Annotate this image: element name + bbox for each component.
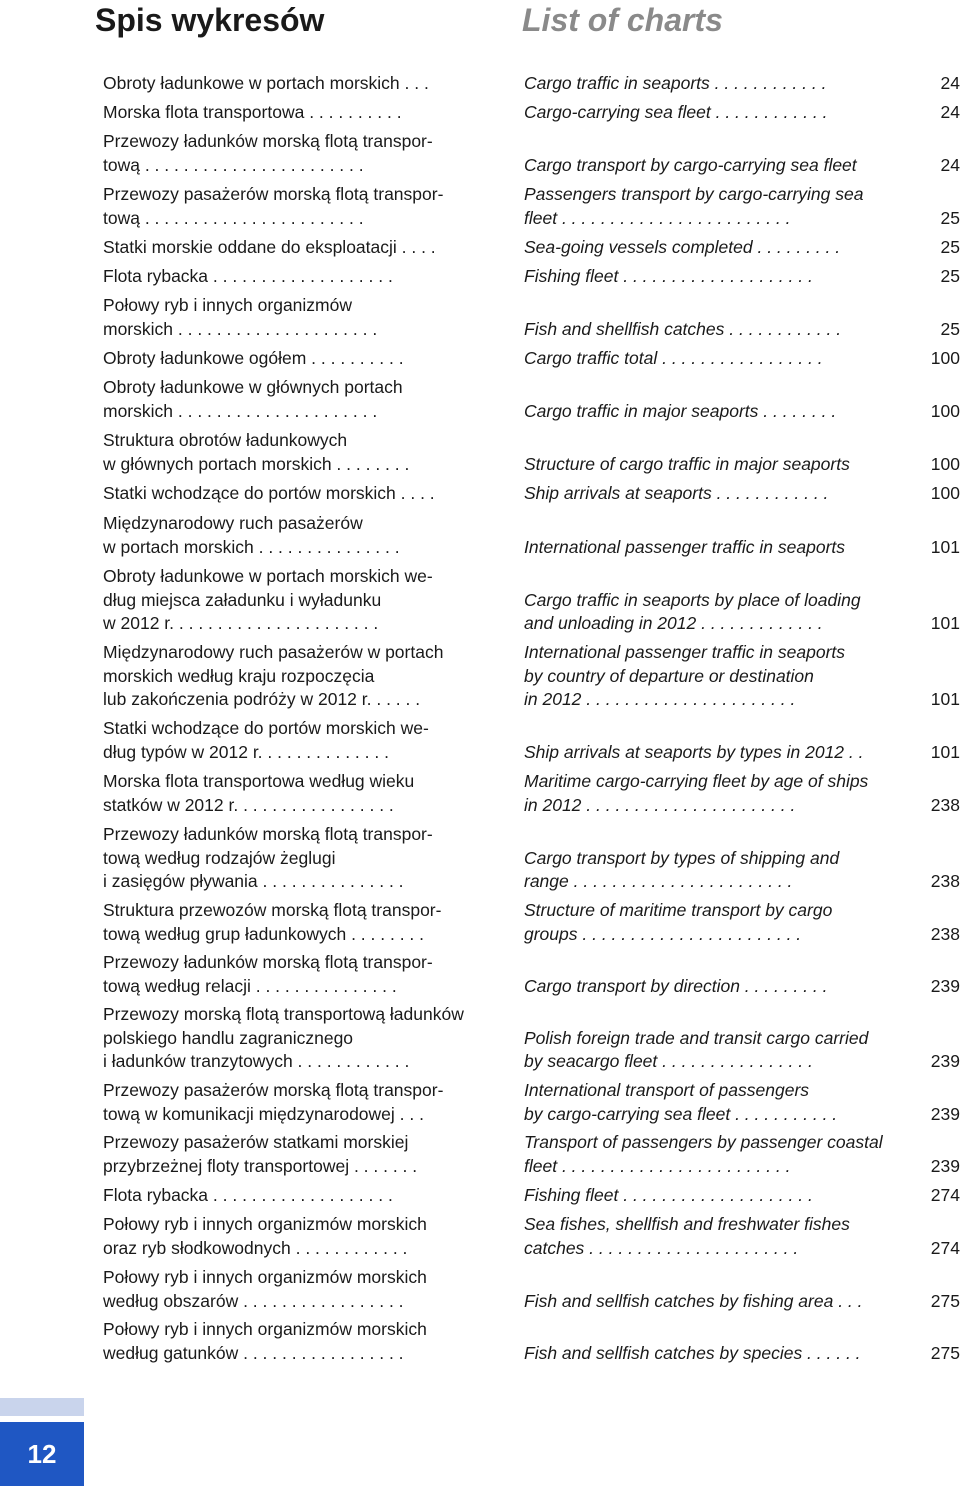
entry-title-english-line: Polish foreign trade and transit cargo carried — [524, 1027, 869, 1048]
entry-title-english-line: by seacargo fleet . . . . . . . . . . . . . . . . — [524, 1051, 813, 1071]
entry-title-polish-line: Połowy ryb i innych organizmów morskich — [103, 1267, 427, 1287]
toc-entry[interactable] — [0, 347, 960, 371]
entry-title-polish — [103, 717, 478, 764]
toc-entry[interactable] — [0, 951, 960, 998]
entry-title-polish — [103, 1184, 478, 1208]
entry-page-number: 100 — [930, 348, 960, 368]
entry-page-number: 25 — [940, 237, 960, 257]
entry-title-polish-line: Flota rybacka . . . . . . . . . . . . . . . . . . . — [103, 1185, 393, 1205]
entry-title-english-line: International passenger traffic in seaports — [524, 642, 846, 662]
entry-title-polish-line: Połowy ryb i innych organizmów morskich — [103, 1319, 427, 1339]
entry-title-english — [524, 1318, 904, 1365]
entry-title-polish-line: Połowy ryb i innych organizmów morskich — [103, 1214, 427, 1234]
entry-page-number: 100 — [930, 483, 960, 503]
toc-entry[interactable] — [0, 1213, 960, 1260]
entry-page-number: 101 — [930, 536, 960, 557]
entry-title-english-line — [524, 130, 904, 154]
entry-title-english-line — [524, 823, 904, 847]
entry-title-polish-line: Obroty ładunkowe w portach morskich we- — [103, 566, 433, 586]
entry-title-english-line — [524, 565, 904, 589]
entry-title-polish-line: Międzynarodowy ruch pasażerów — [103, 513, 363, 533]
entry-page-number: 24 — [940, 154, 960, 175]
entry-page-number: 100 — [930, 400, 960, 421]
entry-title-polish-line: dług typów w 2012 r. . . . . . . . . . . . . . — [103, 741, 389, 762]
entry-title-polish-line: polskiego handlu zagranicznego — [103, 1027, 354, 1048]
entry-title-english — [524, 1003, 904, 1074]
entry-title-polish-line: Struktura obrotów ładunkowych — [103, 430, 348, 450]
entry-title-english — [524, 130, 904, 177]
toc-entry[interactable] — [0, 265, 960, 289]
entry-title-english-line: International transport of passengers — [524, 1080, 810, 1100]
toc-entry[interactable] — [0, 130, 960, 177]
toc-entry[interactable] — [0, 565, 960, 636]
entry-page-number: 239 — [930, 1155, 960, 1176]
entry-title-polish — [103, 482, 478, 506]
entry-title-polish-line: w 2012 r. . . . . . . . . . . . . . . . . . . . . . — [103, 613, 379, 633]
page-title-polish: Spis wykresów — [95, 2, 325, 38]
entry-title-english-line: Fish and sellfish catches by species . . . . . . — [524, 1342, 861, 1363]
entry-title-english-line: fleet . . . . . . . . . . . . . . . . . . . . . . . . — [524, 1155, 791, 1176]
entry-title-english-line: Ship arrivals at seaports by types in 2012 . . — [524, 741, 864, 762]
toc-entry[interactable] — [0, 512, 960, 559]
entry-title-polish-line: lub zakończenia podróży w 2012 r. . . . . . — [103, 689, 421, 709]
toc-entry[interactable] — [0, 1318, 960, 1365]
entry-title-english-line: fleet . . . . . . . . . . . . . . . . . . . . . . . . — [524, 207, 791, 228]
entry-title-polish-line: Przewozy ładunków morską flotą transpor- — [103, 952, 433, 972]
entry-title-english — [524, 565, 904, 636]
entry-page-number: 24 — [940, 73, 960, 93]
entry-title-english-line: Cargo transport by cargo-carrying sea fleet — [524, 154, 857, 175]
entry-page-number: 101 — [930, 613, 960, 633]
entry-title-polish-line: Połowy ryb i innych organizmów — [103, 295, 352, 315]
entry-title-english-line: Cargo traffic in seaports by place of loading — [524, 589, 861, 610]
entry-title-polish-line: Międzynarodowy ruch pasażerów w portach — [103, 642, 444, 662]
entry-title-english — [524, 265, 904, 289]
toc-entry[interactable] — [0, 294, 960, 341]
entry-title-polish — [103, 347, 478, 371]
toc-entry[interactable] — [0, 1131, 960, 1178]
entry-title-english-line: International passenger traffic in seaports — [524, 536, 846, 557]
entry-title-polish-line: Przewozy pasażerów morską flotą transpor- — [103, 184, 444, 204]
entry-title-polish-line: Morska flota transportowa według wieku — [103, 771, 415, 791]
entry-title-polish — [103, 770, 478, 817]
entry-page-number: 238 — [930, 794, 960, 815]
entry-title-polish-line: Flota rybacka . . . . . . . . . . . . . . . . . . . — [103, 266, 393, 286]
entry-title-english-line — [524, 1003, 904, 1027]
entry-title-polish-line: dług miejsca załadunku i wyładunku — [103, 589, 382, 610]
entry-title-polish-line: tową . . . . . . . . . . . . . . . . . . . . . . . — [103, 207, 364, 228]
entry-title-polish-line: Przewozy ładunków morską flotą transpor- — [103, 131, 433, 151]
entry-title-polish — [103, 130, 478, 177]
entry-title-english-line: Cargo transport by direction . . . . . . . . . — [524, 975, 828, 996]
entry-title-english-line: Cargo traffic in major seaports . . . . . . . . — [524, 400, 837, 421]
entry-title-english-line: Fishing fleet . . . . . . . . . . . . . . . . . . . . — [524, 266, 813, 286]
entry-page-number: 24 — [940, 102, 960, 122]
entry-title-polish-line: Obroty ładunkowe w głównych portach — [103, 377, 403, 397]
entry-title-english — [524, 101, 904, 125]
entry-title-english — [524, 1184, 904, 1208]
entry-title-polish-line: Przewozy pasażerów morską flotą transpor- — [103, 1080, 444, 1100]
entry-page-number: 239 — [930, 1051, 960, 1071]
entry-title-polish — [103, 376, 478, 423]
entry-page-number: 101 — [930, 741, 960, 762]
entry-page-number: 238 — [930, 871, 960, 891]
entry-title-english — [524, 1079, 904, 1126]
entry-title-english-line — [524, 294, 904, 318]
toc-entry[interactable] — [0, 236, 960, 260]
toc-entry[interactable] — [0, 1003, 960, 1074]
entry-title-english-line: range . . . . . . . . . . . . . . . . . . . . . . . — [524, 871, 793, 891]
entry-title-polish-line: tową w komunikacji międzynarodowej . . . — [103, 1103, 424, 1124]
toc-entry[interactable] — [0, 1184, 960, 1208]
entry-title-english-line — [524, 429, 904, 453]
entry-title-polish-line: oraz ryb słodkowodnych . . . . . . . . . . . . — [103, 1237, 408, 1258]
entry-title-english-line: catches . . . . . . . . . . . . . . . . . . . . . . — [524, 1237, 799, 1258]
entry-title-english — [524, 512, 904, 559]
entry-page-number: 275 — [930, 1290, 960, 1311]
entry-page-number: 239 — [930, 975, 960, 996]
entry-title-polish-line: morskich według kraju rozpoczęcia — [103, 665, 375, 686]
toc-entry[interactable] — [0, 482, 960, 506]
entry-page-number: 101 — [930, 689, 960, 709]
toc-entry[interactable] — [0, 429, 960, 476]
entry-title-polish-line: według gatunków . . . . . . . . . . . . . . . . . — [103, 1342, 404, 1363]
entry-title-english-line: Fishing fleet . . . . . . . . . . . . . . . . . . . . — [524, 1185, 813, 1205]
entry-title-polish — [103, 1266, 478, 1313]
entry-title-polish — [103, 1131, 478, 1178]
entry-title-polish-line: Przewozy ładunków morską flotą transpor- — [103, 824, 433, 844]
entry-title-english — [524, 183, 904, 230]
entry-title-polish-line: w portach morskich . . . . . . . . . . . . . . . — [103, 536, 400, 557]
entry-title-english-line: by country of departure or destination — [524, 665, 814, 686]
entry-page-number: 25 — [940, 266, 960, 286]
entry-title-english-line: Fish and sellfish catches by fishing area . . . — [524, 1290, 863, 1311]
entry-title-english-line — [524, 1266, 904, 1290]
entry-title-english-line: and unloading in 2012 . . . . . . . . . . . . . — [524, 613, 823, 633]
entry-page-number: 25 — [940, 318, 960, 339]
entry-title-polish — [103, 1318, 478, 1365]
entry-title-polish-line: w głównych portach morskich . . . . . . . . — [103, 453, 410, 474]
entry-title-polish-line: Morska flota transportowa . . . . . . . . . . — [103, 102, 402, 122]
entry-title-english — [524, 236, 904, 260]
entry-title-english — [524, 376, 904, 423]
toc-entry[interactable] — [0, 183, 960, 230]
entry-title-english-line — [524, 512, 904, 536]
entry-title-english-line: Passengers transport by cargo-carrying sea — [524, 184, 864, 204]
entry-title-polish-line: Statki wchodzące do portów morskich . . . . — [103, 483, 435, 503]
entry-page-number: 274 — [930, 1237, 960, 1258]
entry-title-english — [524, 899, 904, 946]
entry-title-english-line — [524, 951, 904, 975]
entry-title-english — [524, 641, 904, 712]
entry-title-english — [524, 294, 904, 341]
toc-entry[interactable] — [0, 1079, 960, 1126]
entry-title-polish — [103, 512, 478, 559]
entry-title-polish-line: Przewozy pasażerów statkami morskiej — [103, 1132, 409, 1152]
entry-title-polish-line: tową według grup ładunkowych . . . . . . . . — [103, 923, 424, 944]
entry-title-polish — [103, 1213, 478, 1260]
entry-page-number: 25 — [940, 207, 960, 228]
page-title-english: List of charts — [522, 2, 723, 38]
entry-title-english-line: Sea-going vessels completed . . . . . . . . . — [524, 237, 841, 257]
entry-title-english-line — [524, 376, 904, 400]
toc-entry[interactable] — [0, 899, 960, 946]
entry-title-english — [524, 717, 904, 764]
entry-page-number: 100 — [930, 453, 960, 474]
page-number: 12 — [0, 1422, 84, 1486]
entry-title-english — [524, 347, 904, 371]
entry-title-english-line: Maritime cargo-carrying fleet by age of ships — [524, 771, 869, 791]
entry-title-polish-line: przybrzeżnej floty transportowej . . . . . . . — [103, 1155, 418, 1176]
entry-title-polish — [103, 1003, 478, 1074]
entry-title-polish-line: Struktura przewozów morską flotą transpor- — [103, 900, 442, 920]
entry-title-polish — [103, 294, 478, 341]
entry-title-english — [524, 1266, 904, 1313]
entry-title-polish-line: i ładunków tranzytowych . . . . . . . . . . . . — [103, 1051, 410, 1071]
toc-entry[interactable] — [0, 1266, 960, 1313]
entry-title-polish — [103, 565, 478, 636]
entry-title-english-line: Cargo transport by types of shipping and — [524, 847, 840, 868]
entry-title-polish-line: tową według rodzajów żeglugi — [103, 847, 336, 868]
entry-title-english — [524, 823, 904, 894]
entry-title-english-line: in 2012 . . . . . . . . . . . . . . . . . . . . . . — [524, 794, 796, 815]
entry-title-english — [524, 72, 904, 96]
toc-entry[interactable] — [0, 72, 960, 96]
entry-title-english — [524, 482, 904, 506]
entry-title-polish-line: według obszarów . . . . . . . . . . . . . . . . . — [103, 1290, 404, 1311]
entry-title-polish — [103, 72, 478, 96]
entry-title-polish — [103, 899, 478, 946]
entry-title-polish — [103, 951, 478, 998]
toc-entry[interactable] — [0, 101, 960, 125]
toc-entry[interactable] — [0, 823, 960, 894]
entry-title-english-line: Cargo traffic total . . . . . . . . . . . . . . . . . — [524, 348, 823, 368]
entry-title-polish — [103, 101, 478, 125]
entry-title-polish-line: Obroty ładunkowe w portach morskich . . . — [103, 73, 429, 93]
entry-title-polish-line: morskich . . . . . . . . . . . . . . . . . . . . . — [103, 400, 378, 421]
entry-title-english — [524, 1131, 904, 1178]
entry-title-english-line: groups . . . . . . . . . . . . . . . . . . . . . . . — [524, 923, 802, 944]
entry-title-polish — [103, 1079, 478, 1126]
toc-entry[interactable] — [0, 770, 960, 817]
entry-title-polish — [103, 236, 478, 260]
entry-title-polish-line: Obroty ładunkowe ogółem . . . . . . . . . . — [103, 348, 404, 368]
entry-title-polish — [103, 429, 478, 476]
entry-title-english-line: Cargo traffic in seaports . . . . . . . . . . . . — [524, 73, 827, 93]
entry-title-english-line — [524, 1318, 904, 1342]
entry-title-english-line: Sea fishes, shellfish and freshwater fishes — [524, 1214, 850, 1234]
toc-entry[interactable] — [0, 717, 960, 764]
entry-title-english-line: Cargo-carrying sea fleet . . . . . . . . . . . . — [524, 102, 828, 122]
entry-title-polish-line: morskich . . . . . . . . . . . . . . . . . . . . . — [103, 318, 378, 339]
entry-page-number: 274 — [930, 1185, 960, 1205]
entry-title-english — [524, 1213, 904, 1260]
entry-title-polish — [103, 265, 478, 289]
entry-page-number: 275 — [930, 1342, 960, 1363]
page-number-tab-accent — [0, 1398, 84, 1416]
entry-title-polish-line: tową według relacji . . . . . . . . . . . . . . . — [103, 975, 397, 996]
entry-title-polish-line: tową . . . . . . . . . . . . . . . . . . . . . . . — [103, 154, 364, 175]
entry-title-english-line: in 2012 . . . . . . . . . . . . . . . . . . . . . . — [524, 689, 796, 709]
entry-title-english-line: Structure of maritime transport by cargo — [524, 900, 833, 920]
entry-title-english — [524, 429, 904, 476]
entry-title-polish — [103, 641, 478, 712]
entry-title-english-line: Transport of passengers by passenger coastal — [524, 1132, 883, 1152]
toc-entry[interactable] — [0, 376, 960, 423]
entry-title-english-line: Structure of cargo traffic in major seaports — [524, 453, 850, 474]
entry-title-english-line: by cargo-carrying sea fleet . . . . . . . . . . . — [524, 1103, 838, 1124]
entry-title-english — [524, 770, 904, 817]
entry-title-polish-line: i zasięgów pływania . . . . . . . . . . . . . . . — [103, 871, 404, 891]
entry-title-polish-line: Statki morskie oddane do eksploatacji . . . . — [103, 237, 436, 257]
entry-page-number: 238 — [930, 923, 960, 944]
entry-page-number: 239 — [930, 1103, 960, 1124]
toc-entry[interactable] — [0, 641, 960, 712]
entry-title-polish — [103, 183, 478, 230]
entry-title-polish-line: statków w 2012 r. . . . . . . . . . . . . . . . . — [103, 794, 394, 815]
entry-title-english-line: Fish and shellfish catches . . . . . . . . . . . . — [524, 318, 842, 339]
entry-title-polish-line: Przewozy morską flotą transportową ładunków — [103, 1004, 464, 1024]
entry-title-english-line — [524, 717, 904, 741]
entry-title-english-line: Ship arrivals at seaports . . . . . . . . . . . . — [524, 483, 829, 503]
entry-title-polish — [103, 823, 478, 894]
entry-title-polish-line: Statki wchodzące do portów morskich we- — [103, 718, 429, 738]
entry-title-english — [524, 951, 904, 998]
